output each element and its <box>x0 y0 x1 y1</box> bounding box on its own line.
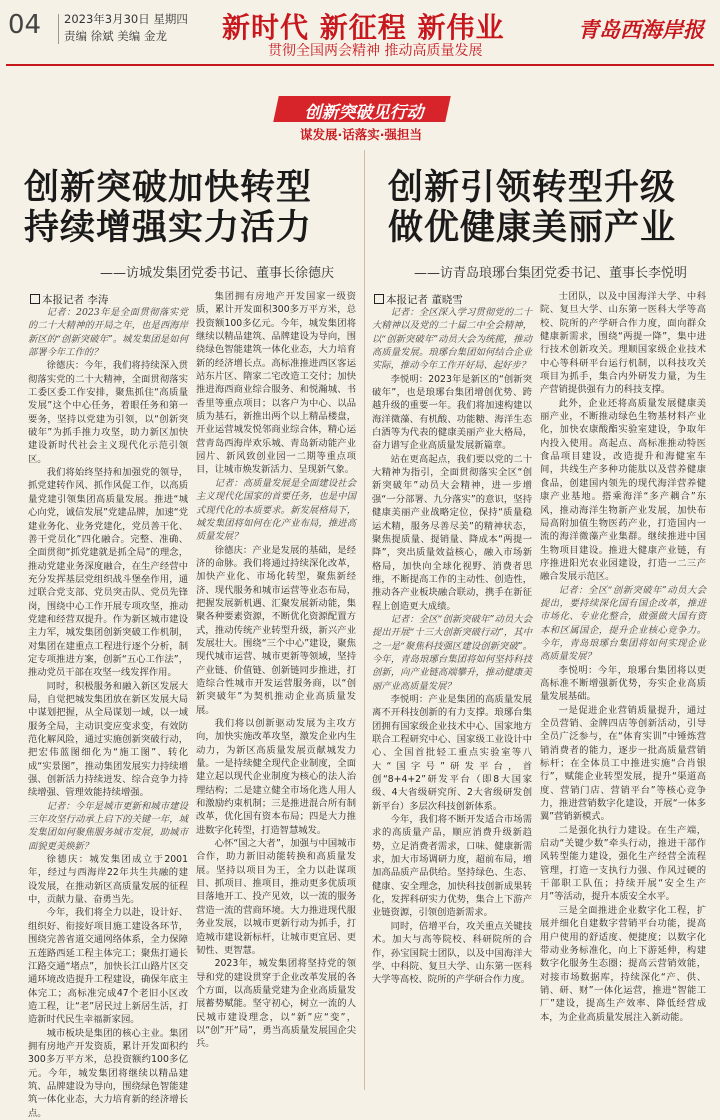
question-paragraph: 记者：今年是城市更新和城市建设三年攻坚行动承上启下的关键一年，城发集团如何聚焦服务城市发展，助城市面貌更美焕新？ <box>28 800 188 852</box>
column-banner-title: 创新突破见行动 <box>304 103 424 123</box>
byline-box-icon <box>30 294 40 304</box>
left-subhead: ——访城发集团党委书记、董事长徐德庆 <box>100 266 335 281</box>
question-paragraph: 记者：全区“创新突破年”动员大会提出开展“十三大创新突破行动”，其中之一是“聚焦科技强区建设创新突破”。今年，青岛琅琊台集团将如何坚持科技创新，向产业链高端攀升，推动健康美丽产业高质量发展？ <box>372 613 532 692</box>
right-byline <box>374 292 463 307</box>
left-article-column-1 <box>28 306 188 1119</box>
answer-paragraph: 此外，企业还将高质量发展健康美丽产业，不断推动绿色生物基材料产业化，加快农康酸酯实验室建设，争取年内投入使用。高起点、高标准推动特医食品项目建设，改造提升和海健室车间，共线生产多种功能肽以及营养健康食品，创建国内领先的现代海洋营养健康产业基地。搭乘海洋“多产耦合”东风，推动海洋生物新产业发展，加快布局高附加值生物医药产业，打造国内一流的海洋微藻产业集群。继续推进中国生物项目建设。推进大健康产业链，有序推进阳光农业园建设，打造一二三产融合发展示范区。 <box>540 397 706 583</box>
question-paragraph: 记者：全区深入学习贯彻党的二十大精神以及党的二十届二中全会精神，以“创新突破年”动员大会为统揽，推动高质量发展。琅琊台集团如何结合企业实际，推动今年工作开好局、起好步？ <box>372 307 532 372</box>
answer-paragraph: 同时，倍增平台，攻关重点关键技术。加大与高等院校、科研院所的合作，孙宝国院士团队，以及中国海洋大学、中科院、复旦大学、山东第一医科大学等高校、院所的产学研合作力度。 <box>372 920 532 986</box>
right-subhead: ——访青岛琅琊台集团党委书记、董事长李悦明 <box>414 266 688 281</box>
right-article-column-2 <box>540 290 706 1082</box>
slogan-title: 新时代 新征程 新伟业 <box>222 11 505 44</box>
answer-paragraph: 我们将以创新驱动发展为主攻方向，加快实施改革攻坚，激发企业内生动力，为新区高质量发展贡献城发力量。一是持续健全现代企业制度，全面建立起以现代企业制度为核心的法人治理结构；二是建立健全市场化选人用人和激励约束机制；三是推进混合所有制改革，优化国有资本布局；四是大力推进数字化转型，打造智慧城发。 <box>196 718 356 836</box>
right-byline-text: 本报记者 董晓雪 <box>386 294 463 306</box>
issue-date: 2023年3月30日 星期四 <box>64 12 188 26</box>
answer-paragraph: 今年，我们将不断开发适合市场需求的高质量产品，顺应消费升级新趋势，立足消费者需求，口味、健康新需求，加大市场调研力度，超前布局，增加高品质产品供给。坚持绿色、生态、健康、安全理念，加快科技创新成果转化，发挥科研实力优势，集合上下游产业链资源，引领创造新需求。 <box>372 814 532 919</box>
question-paragraph: 记者：高质量发展是全面建设社会主义现代化国家的首要任务，也是中国式现代化的本质要求。新发展格局下，城发集团将如何在化产业布局，推进高质量发展？ <box>196 477 356 543</box>
answer-paragraph: 2023年，城发集团将坚持党的领导和党的建设贯穿于企业改革发展的各个方面，以高质量党建为企业高质量发展蓄势赋能。坚守初心，树立一流的人民城市建设理念，以“新”应“变”，以“创”开“局”，勇当高质量发展国企尖兵。 <box>196 958 356 1050</box>
article-divider <box>364 150 365 1090</box>
left-article-column-2 <box>196 290 356 1082</box>
question-paragraph: 记者：2023年是全面贯彻落实党的二十大精神的开局之年，也是西海岸新区的“创新突破年”。城发集团是如何部署今年工作的？ <box>28 307 188 359</box>
answer-paragraph: 徐德庆：今年，我们将持续深入贯彻落实党的二十大精神，全面贯彻落实工委区委工作安排，聚焦抓住“高质量发展”这个中心任务，着眼任务和第一要务，坚持以党建为引领，以“创新突破年”为抓手推力攻坚，助力新区加快建设新时代社会主义现代化示范引领区。 <box>28 360 188 465</box>
page-header <box>0 0 720 68</box>
answer-paragraph: 站在更高起点，我们要以党的二十大精神为指引，全面贯彻落实全区“创新突破年”动员大会精神，进一步增强“一分部署、九分落实”的意识，坚持健康美丽产业战略定位，保持“质量稳运术精，服务尽善尽美”的精神状态，聚焦提质量、提销量、降成本“两提一降”，突出质量效益核心，融入市场新格局，加快向全球化视野、消费者思维，不断提高工作的主动性、创造性，推动各产业板块融合联动，携手在新征程上创造更大成绩。 <box>372 453 532 612</box>
right-headline-line-2: 做优健康美丽产业 <box>388 208 677 248</box>
right-article-column-1 <box>372 306 532 1081</box>
answer-paragraph: 二是强化执行力建设。在生产端，启动“关键少数”牵头行动，推进干部作风转型能力建设，强化生产经营全流程管理，打造一支执行力强、作风过硬的干部职工队伍；持续开展“安全生产月”等活动，提升本质安全水平。 <box>540 824 706 903</box>
answer-paragraph: 李悦明：2023年是新区的“创新突破年”，也是琅琊台集团增创优势、跨越升级的重要一年。我们将加速构建以海洋微藻、有机酸、功能糖、海洋生态白酒等为代表的健康美丽产业大格局，奋力谱写企业高质量发展新篇章。 <box>372 373 532 452</box>
answer-paragraph: 李悦明：产业是集团的高质量发展离不开科技创新的有力支撑。琅琊台集团拥有国家级企业技术中心、国家地方联合工程研究中心、国家级工业设计中心、全国首批轻工重点实验室等八大“国字号”研发平台，首创“8+4+2”研发平台（即8大国家级、4大省级研究所、2大省级研发创新平台）多层次科技创新体系。 <box>372 693 532 812</box>
answer-paragraph: 一是促进企业营销质量提升，通过全员营销、金牌四店等创新活动，引导全员广泛参与，在“体育实训”中锤炼营销消费者的能力，逐步一批高质量营销标杆；在全体员工中推进实施“合肖银行”，赋能企业转型发展，提升“渠道高度、营销门店、营销平台”等核心竞争力，推进营销数字化建设，开展“一体多翼”营销新模式。 <box>540 704 706 823</box>
answer-paragraph: 集团拥有房地产开发国家一级资质，累计开发面积300多万平方米，总投资额100多亿元。今年，城发集团将继续以精品建筑、品牌建设为导向，围绕绿色智能建筑一体化业态，大力培育新的经济增长点。高标准推进西区客运站东片区、隋家二宅改造工交付；加快推进海西商业综合服务、和悦瀚城、书香里等重点项目；以客户为中心、以品质为基石，新推出两个以上精品楼盘，开业运营城发悦邻商业综合体，精心运营青岛西海岸欢乐城、青岛新动能产业园片、新风致创业园一二期等重点项目，让城市焕发新活力、呈现新气象。 <box>196 291 356 476</box>
answer-paragraph: 心怀“国之大者”，加强与中国城市合作，助力新旧动能转换和高质量发展。坚持以项目为王，全力以赴谋项目、抓项目、推项目，推动更多优质项目落地开工、投产见效，以一流的服务营造一流的营商环境。大力推进现代服务业发展，以城市更新行动为抓手，打造城市建设新标杆，让城市更宜居、更韧性、更智慧。 <box>196 838 356 956</box>
answer-paragraph: 徐德庆：产业是发展的基础，是经济的命脉。我们将通过持续深化改革，加快产业化、市场化转型，聚焦新经济、现代服务和城市运营等业态布局，把握发展新机遇、汇聚发展新动能，集聚各种要素资源，不断优化资源配置方式，推动传统产业转型升级，新兴产业发展壮大。围绕“三个中心”建设，聚焦现代城市运营、城市更新等领域，坚持产业链、价值链、创新链同步推进，打造综合性城市开发运营服务商，以“创新突破年”为契机推动企业高质量发展。 <box>196 544 356 716</box>
left-byline <box>30 292 108 307</box>
editors-line: 责编 徐斌 美编 金龙 <box>64 29 167 43</box>
left-byline-text: 本报记者 李涛 <box>42 294 109 306</box>
header-rule <box>6 64 714 66</box>
answer-paragraph: 李悦明：今年，琅琊台集团将以更高标准不断增强新优势，夯实企业高质量发展基础。 <box>540 664 706 703</box>
answer-paragraph: 徐德庆：城发集团成立于2001年，经过与西海岸22年共生共融的建设发展，在推动新区高质量发展的征程中，贡献力量、奋勇当先。 <box>28 854 188 906</box>
column-banner-subtitle: 谋发展·话落实·强担当 <box>300 127 422 142</box>
answer-paragraph: 今年，我们将全力以赴，设计好、组织好、衔接好项目施工建设各环节，围绕完善省道交通网络体系，全力保障五莲路西延工程主体完工；聚焦打通长江路交通“堵点”，加快长江山路片区交通环境改造提升工程建设，确保年底主体完工；高标准完成47个老旧小区改造工程，让“老”居民过上新居生活，打造新时代民生幸福新家园。 <box>28 907 188 1026</box>
newspaper-logo: 青岛西海岸报 <box>578 17 704 42</box>
answer-paragraph: 士团队，以及中国海洋大学、中科院、复旦大学、山东第一医科大学等高校、院所的产学研合作力度，面向群众健康新需求，围绕“两提一降”，集中进行技术创新攻关。理顺国家级企业技术中心等科研平台运行机制，以科技攻关项目为抓手，集合内外研发力量，为生产营销提供强有力的科技支撑。 <box>540 291 706 396</box>
byline-box-icon <box>374 294 384 304</box>
page-number: 04 <box>8 10 42 40</box>
header-divider <box>58 14 59 44</box>
right-headline-line-1: 创新引领转型升级 <box>388 168 677 208</box>
answer-paragraph: 同时，积极服务和融入新区发展大局，自觉把城发集团放在新区发展大局中谋划把握，从全局谋划一域，以一域服务全局，主动识变应变求变，有效防范化解风险，通过实施创新突破行动，把宏伟蓝图细化为“施工图”、转化成“实景图”，推动集团发展实力持续增强、创新活力持续迸发、综合竞争力持续增强、管理效能持续增强。 <box>28 680 188 799</box>
answer-paragraph: 我们将始终坚持和加强党的领导，抓党建转作风、抓作风促工作，以高质量党建引领集团高质量发展。推进“城心向党，诚信发展”党建品牌，加速“党建业务化、业务党建化，党员善干化、善干党员化”四化融合。完整、准确、全面贯彻“抓党建就是抓全局”的理念，推动党建业务深度融合，在生产经营中充分发挥基层党组织战斗堡垒作用，通过联合党支部、党员突击队、党员先锋岗，围绕中心工作开展专项攻坚，推动党建和经营双提升。作为新区城市建设主力军，城发集团创新突破工作机制，对集团在建重点工程进行逐个分析，制定专项推进方案，创新“五心工作法”，推动党员干部在攻坚一线发挥作用。 <box>28 467 188 679</box>
answer-paragraph: 三是全面推进企业数字化工程，扩展并细化自建数字营销平台功能，提高用户使用的舒适度、便捷度；以数字化带动业务标准化，向上下游延伸，构建数字化服务生态圈；提高云营销效能，对接市场数据库，持续深化“产、供、销、研、财”一体化运营，推进“智能工厂”建设，提高生产效率、降低经营成本，为企业高质量发展注入新动能。 <box>540 904 706 1023</box>
question-paragraph: 记者：全区“创新突破年”动员大会提出，要持续深化国有国企改革，推进市场化、专业化整合，做强做大国有资本和区属国企，提升企业核心竞争力。今年，青岛琅琊台集团将如何实现企业高质量发展？ <box>540 584 706 663</box>
left-headline-line-1: 创新突破加快转型 <box>24 168 313 208</box>
answer-paragraph: 城市板块是集团的核心主业。集团拥有房地产开发资质，累计开发面积约300多万平方米，总投资额约100多亿元。今年，城发集团将继续以精品建筑、品牌建设为导向，围绕绿色智能建筑一体化业态，大力培育新的经济增长点。 <box>28 1027 188 1119</box>
slogan-subtitle: 贯彻全国两会精神 推动高质量发展 <box>268 43 483 59</box>
left-headline-line-2: 持续增强实力活力 <box>24 208 313 248</box>
